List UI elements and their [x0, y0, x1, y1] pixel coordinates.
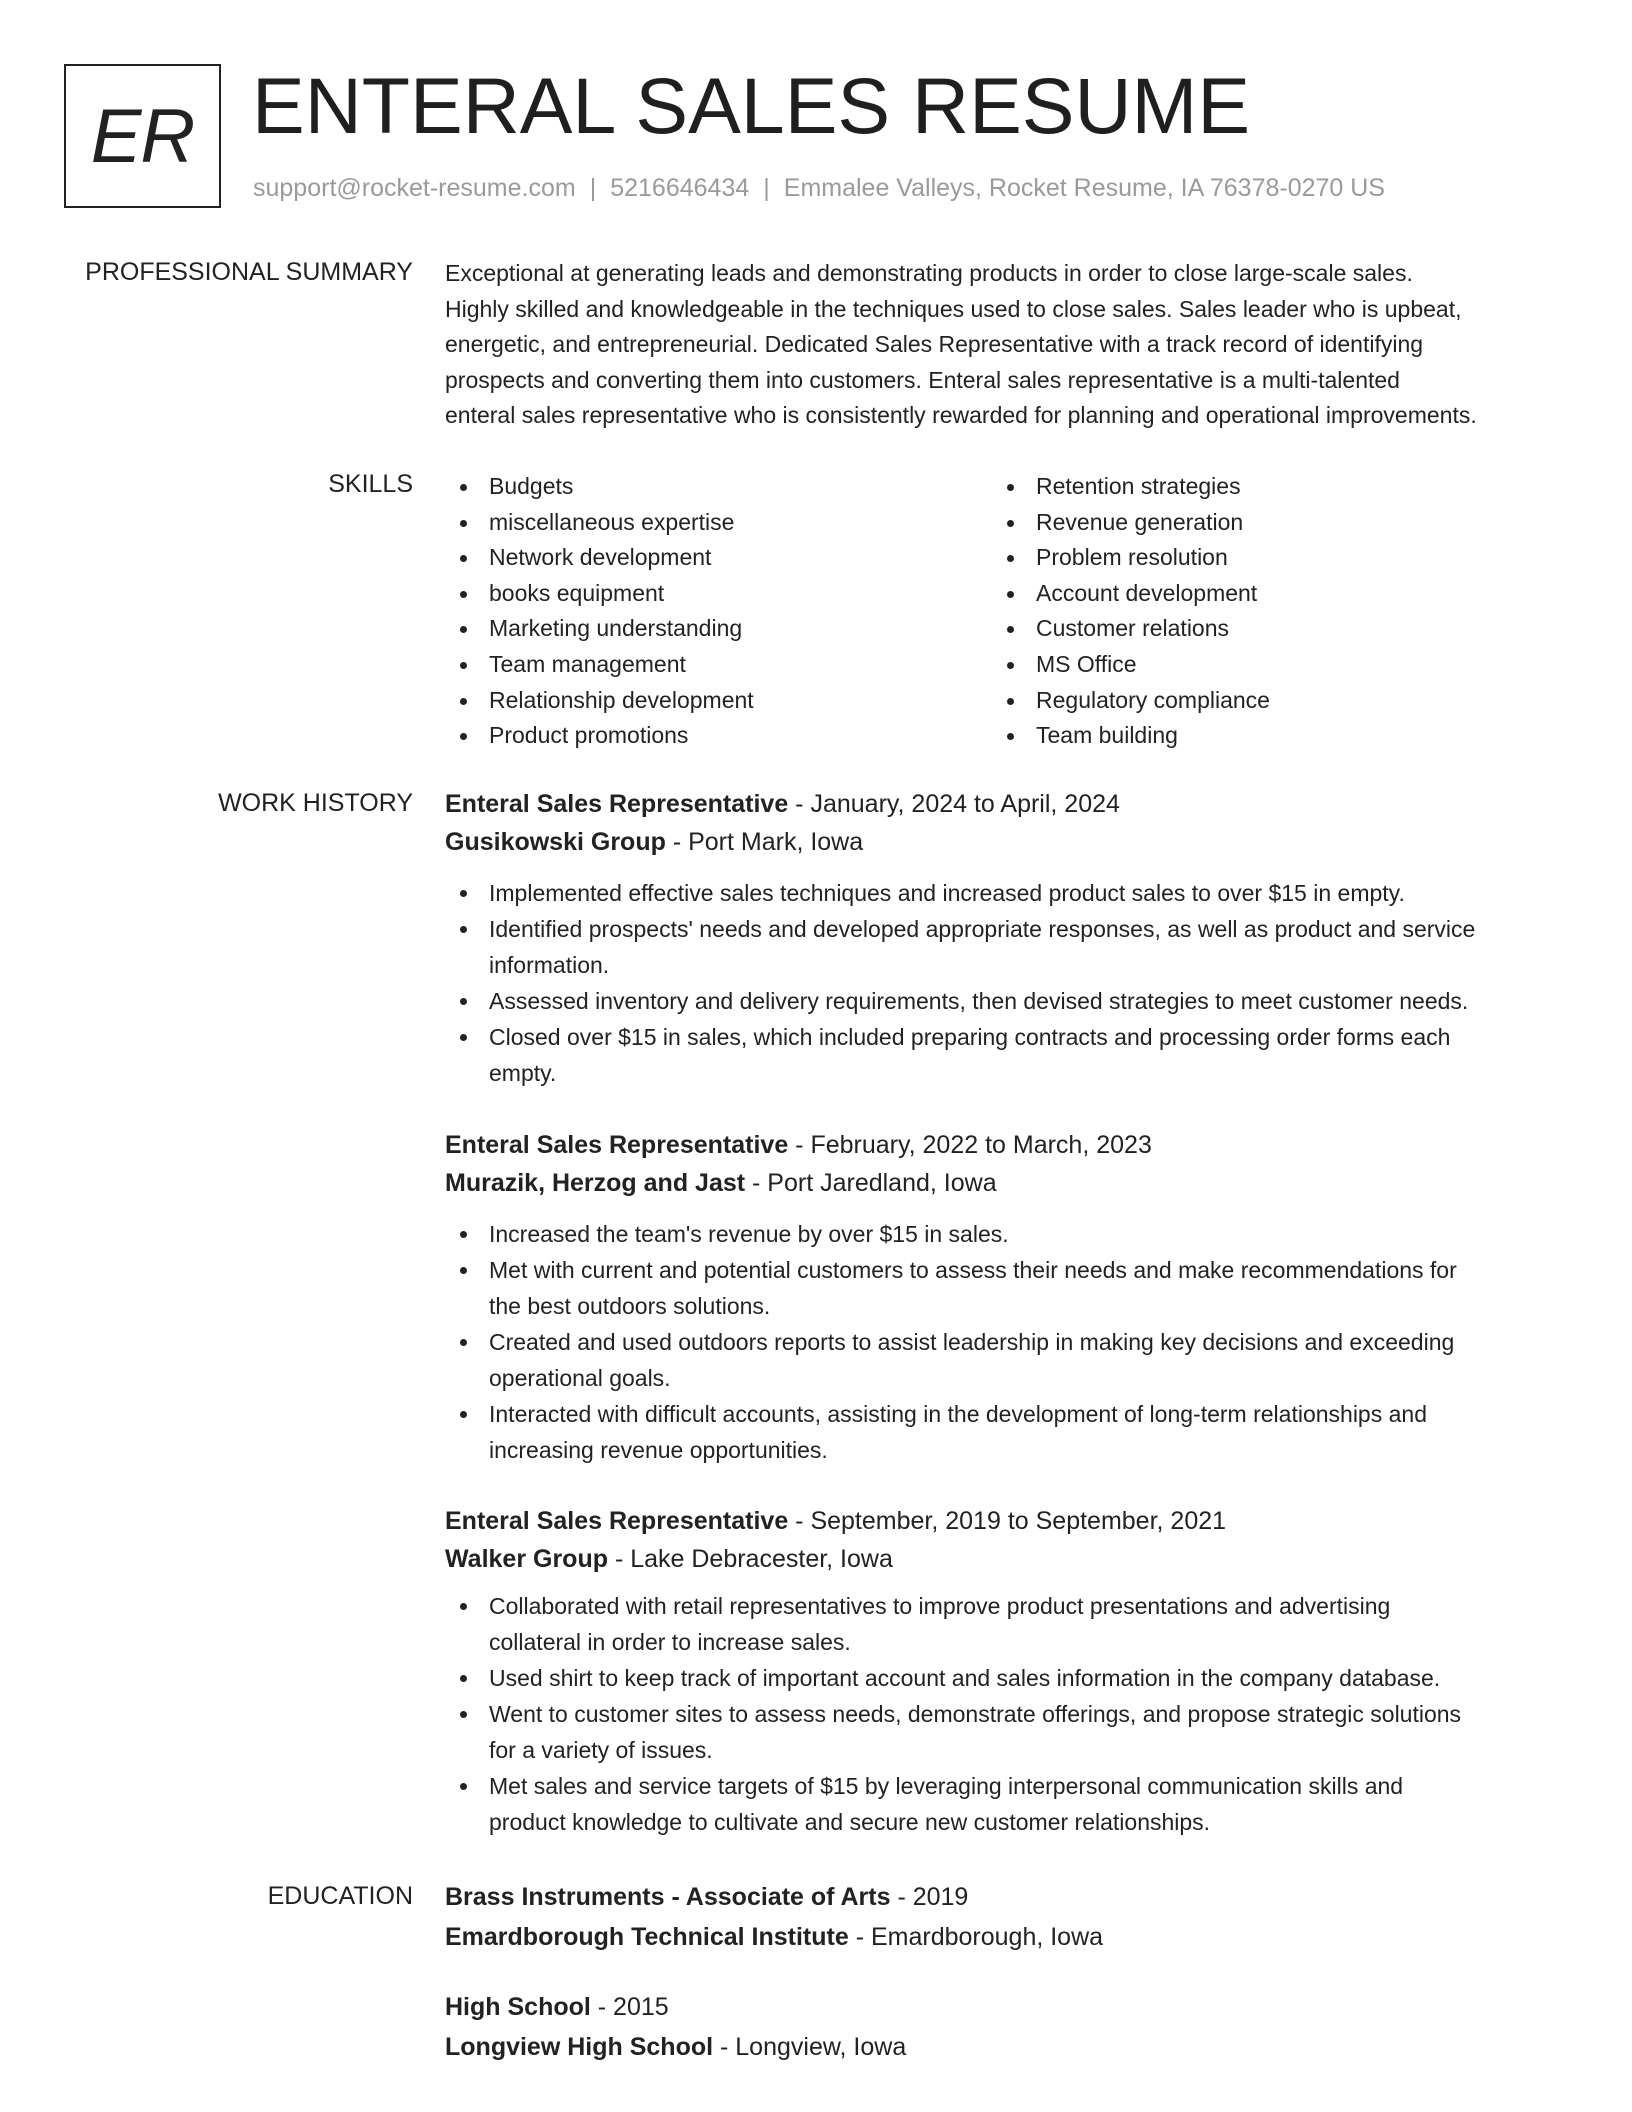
job-dates: - January, 2024 to April, 2024	[788, 790, 1120, 818]
job-bullet: Used shirt to keep track of important account and sales information in the company database.	[445, 1660, 1570, 1696]
job-title: Enteral Sales Representative	[445, 790, 789, 818]
skill-item: Regulatory compliance	[992, 683, 1539, 719]
job-bullet: Increased the team's revenue by over $15 in sales.	[445, 1216, 1570, 1252]
resume-header	[64, 61, 1568, 212]
job-entry	[445, 785, 1570, 1091]
summary-line: Highly skilled and knowledgeable in the techniques used to close sales. Sales leader who is upbeat,	[445, 295, 1462, 322]
job-bullet: Met with current and potential customers to assess their needs and make recommendations for the best outdoors solutions.	[445, 1252, 1570, 1324]
summary-line: enteral sales representative who is consistently rewarded for planning and operational improvements.	[445, 402, 1477, 428]
job-title-line	[445, 785, 1570, 823]
job-bullet: Identified prospects' needs and developed appropriate responses, as well as product and service information.	[445, 911, 1570, 983]
contact-phone[interactable]: 5216646434	[610, 174, 750, 202]
education-school: Longview High School	[445, 2033, 714, 2061]
job-bullet: Interacted with difficult accounts, assisting in the development of long-term relationships and increasing revenue opportunities.	[445, 1396, 1570, 1468]
skills-column-left	[445, 469, 992, 754]
job-company: Murazik, Herzog and Jast	[445, 1169, 746, 1197]
skill-item: Budgets	[445, 469, 992, 505]
job-entry	[445, 1502, 1570, 1840]
job-bullets	[445, 1216, 1570, 1468]
job-title: Enteral Sales Representative	[445, 1507, 789, 1535]
education-degree: High School	[445, 1993, 591, 2021]
job-location: - Lake Debracester, Iowa	[608, 1545, 893, 1573]
job-bullet: Went to customer sites to assess needs, demonstrate offerings, and propose strategic solutions for a variety of issues.	[445, 1696, 1570, 1768]
skill-item: Team building	[992, 718, 1539, 754]
skills-column-right	[992, 469, 1539, 754]
job-bullets	[445, 875, 1570, 1091]
job-dates: - September, 2019 to September, 2021	[788, 1507, 1227, 1535]
job-location: - Port Jaredland, Iowa	[745, 1169, 997, 1197]
skill-item: Problem resolution	[992, 540, 1539, 576]
education-location: - Emardborough, Iowa	[848, 1923, 1104, 1951]
job-title-line	[445, 1502, 1570, 1540]
job-company-line	[445, 823, 1570, 861]
education-entry	[445, 1988, 1570, 2066]
education-year: - 2015	[590, 1993, 669, 2021]
job-company-line	[445, 1164, 1570, 1202]
contact-address: Emmalee Valleys, Rocket Resume, IA 76378-0270 US	[783, 174, 1385, 202]
skill-item: Marketing understanding	[445, 611, 992, 647]
section-heading-work-history: WORK HISTORY	[218, 789, 413, 817]
skill-item: Team management	[445, 647, 992, 683]
job-company: Walker Group	[445, 1545, 608, 1573]
skill-item: Network development	[445, 540, 992, 576]
skill-item: Product promotions	[445, 718, 992, 754]
education-school-line	[445, 2028, 1570, 2066]
education-year: - 2019	[890, 1883, 969, 1911]
education-entry	[445, 1878, 1570, 1956]
job-company-line	[445, 1540, 1570, 1578]
job-bullet: Collaborated with retail representatives to improve product presentations and advertising collateral in order to increase sales.	[445, 1588, 1570, 1660]
education-location: - Longview, Iowa	[713, 2033, 907, 2061]
skill-item: Customer relations	[992, 611, 1539, 647]
job-company: Gusikowski Group	[445, 828, 666, 856]
monogram-logo: ER	[64, 64, 221, 208]
education-school: Emardborough Technical Institute	[445, 1923, 849, 1951]
job-bullet: Assessed inventory and delivery requirements, then devised strategies to meet customer needs.	[445, 983, 1570, 1019]
skill-item: Retention strategies	[992, 469, 1539, 505]
section-heading-education: EDUCATION	[267, 1882, 413, 1910]
contact-email[interactable]: support@rocket-resume.com	[253, 174, 576, 202]
job-location: - Port Mark, Iowa	[665, 828, 864, 856]
contact-line	[253, 174, 1385, 203]
skill-item: MS Office	[992, 647, 1539, 683]
summary-line: energetic, and entrepreneurial. Dedicated Sales Representative with a track record of identifying	[445, 331, 1424, 357]
resume-title: ENTERAL SALES RESUME	[252, 61, 1251, 150]
skill-item: books equipment	[445, 576, 992, 612]
job-title-line	[445, 1126, 1570, 1164]
job-bullet: Created and used outdoors reports to assist leadership in making key decisions and exceeding operational goals.	[445, 1324, 1570, 1396]
education-degree-line	[445, 1988, 1570, 2026]
education-degree: Brass Instruments - Associate of Arts	[445, 1883, 891, 1911]
job-bullet: Closed over $15 in sales, which included preparing contracts and processing order forms each empty.	[445, 1019, 1570, 1091]
job-bullets	[445, 1588, 1570, 1840]
skills-list	[445, 469, 1570, 754]
skill-item: Revenue generation	[992, 505, 1539, 541]
job-title: Enteral Sales Representative	[445, 1131, 789, 1159]
section-heading-skills: SKILLS	[328, 470, 413, 498]
job-entry	[445, 1126, 1570, 1468]
skill-item: Account development	[992, 576, 1539, 612]
skill-item: Relationship development	[445, 683, 992, 719]
summary-line: Exceptional at generating leads and demonstrating products in order to close large-scale sales.	[445, 260, 1413, 286]
summary-text	[445, 256, 1570, 434]
contact-separator: |	[589, 174, 597, 202]
job-dates: - February, 2022 to March, 2023	[788, 1131, 1152, 1159]
education-school-line	[445, 1918, 1570, 1956]
section-heading-summary: PROFESSIONAL SUMMARY	[85, 258, 413, 286]
contact-separator: |	[763, 174, 770, 202]
education-degree-line	[445, 1878, 1570, 1916]
job-bullet: Met sales and service targets of $15 by leveraging interpersonal communication skills and product knowledge to cultivate and secure new customer relationships.	[445, 1768, 1570, 1840]
skill-item: miscellaneous expertise	[445, 505, 992, 541]
job-bullet: Implemented effective sales techniques and increased product sales to over $15 in empty.	[445, 875, 1570, 911]
summary-line: prospects and converting them into customers. Enteral sales representative is a multi-talented	[445, 366, 1400, 393]
